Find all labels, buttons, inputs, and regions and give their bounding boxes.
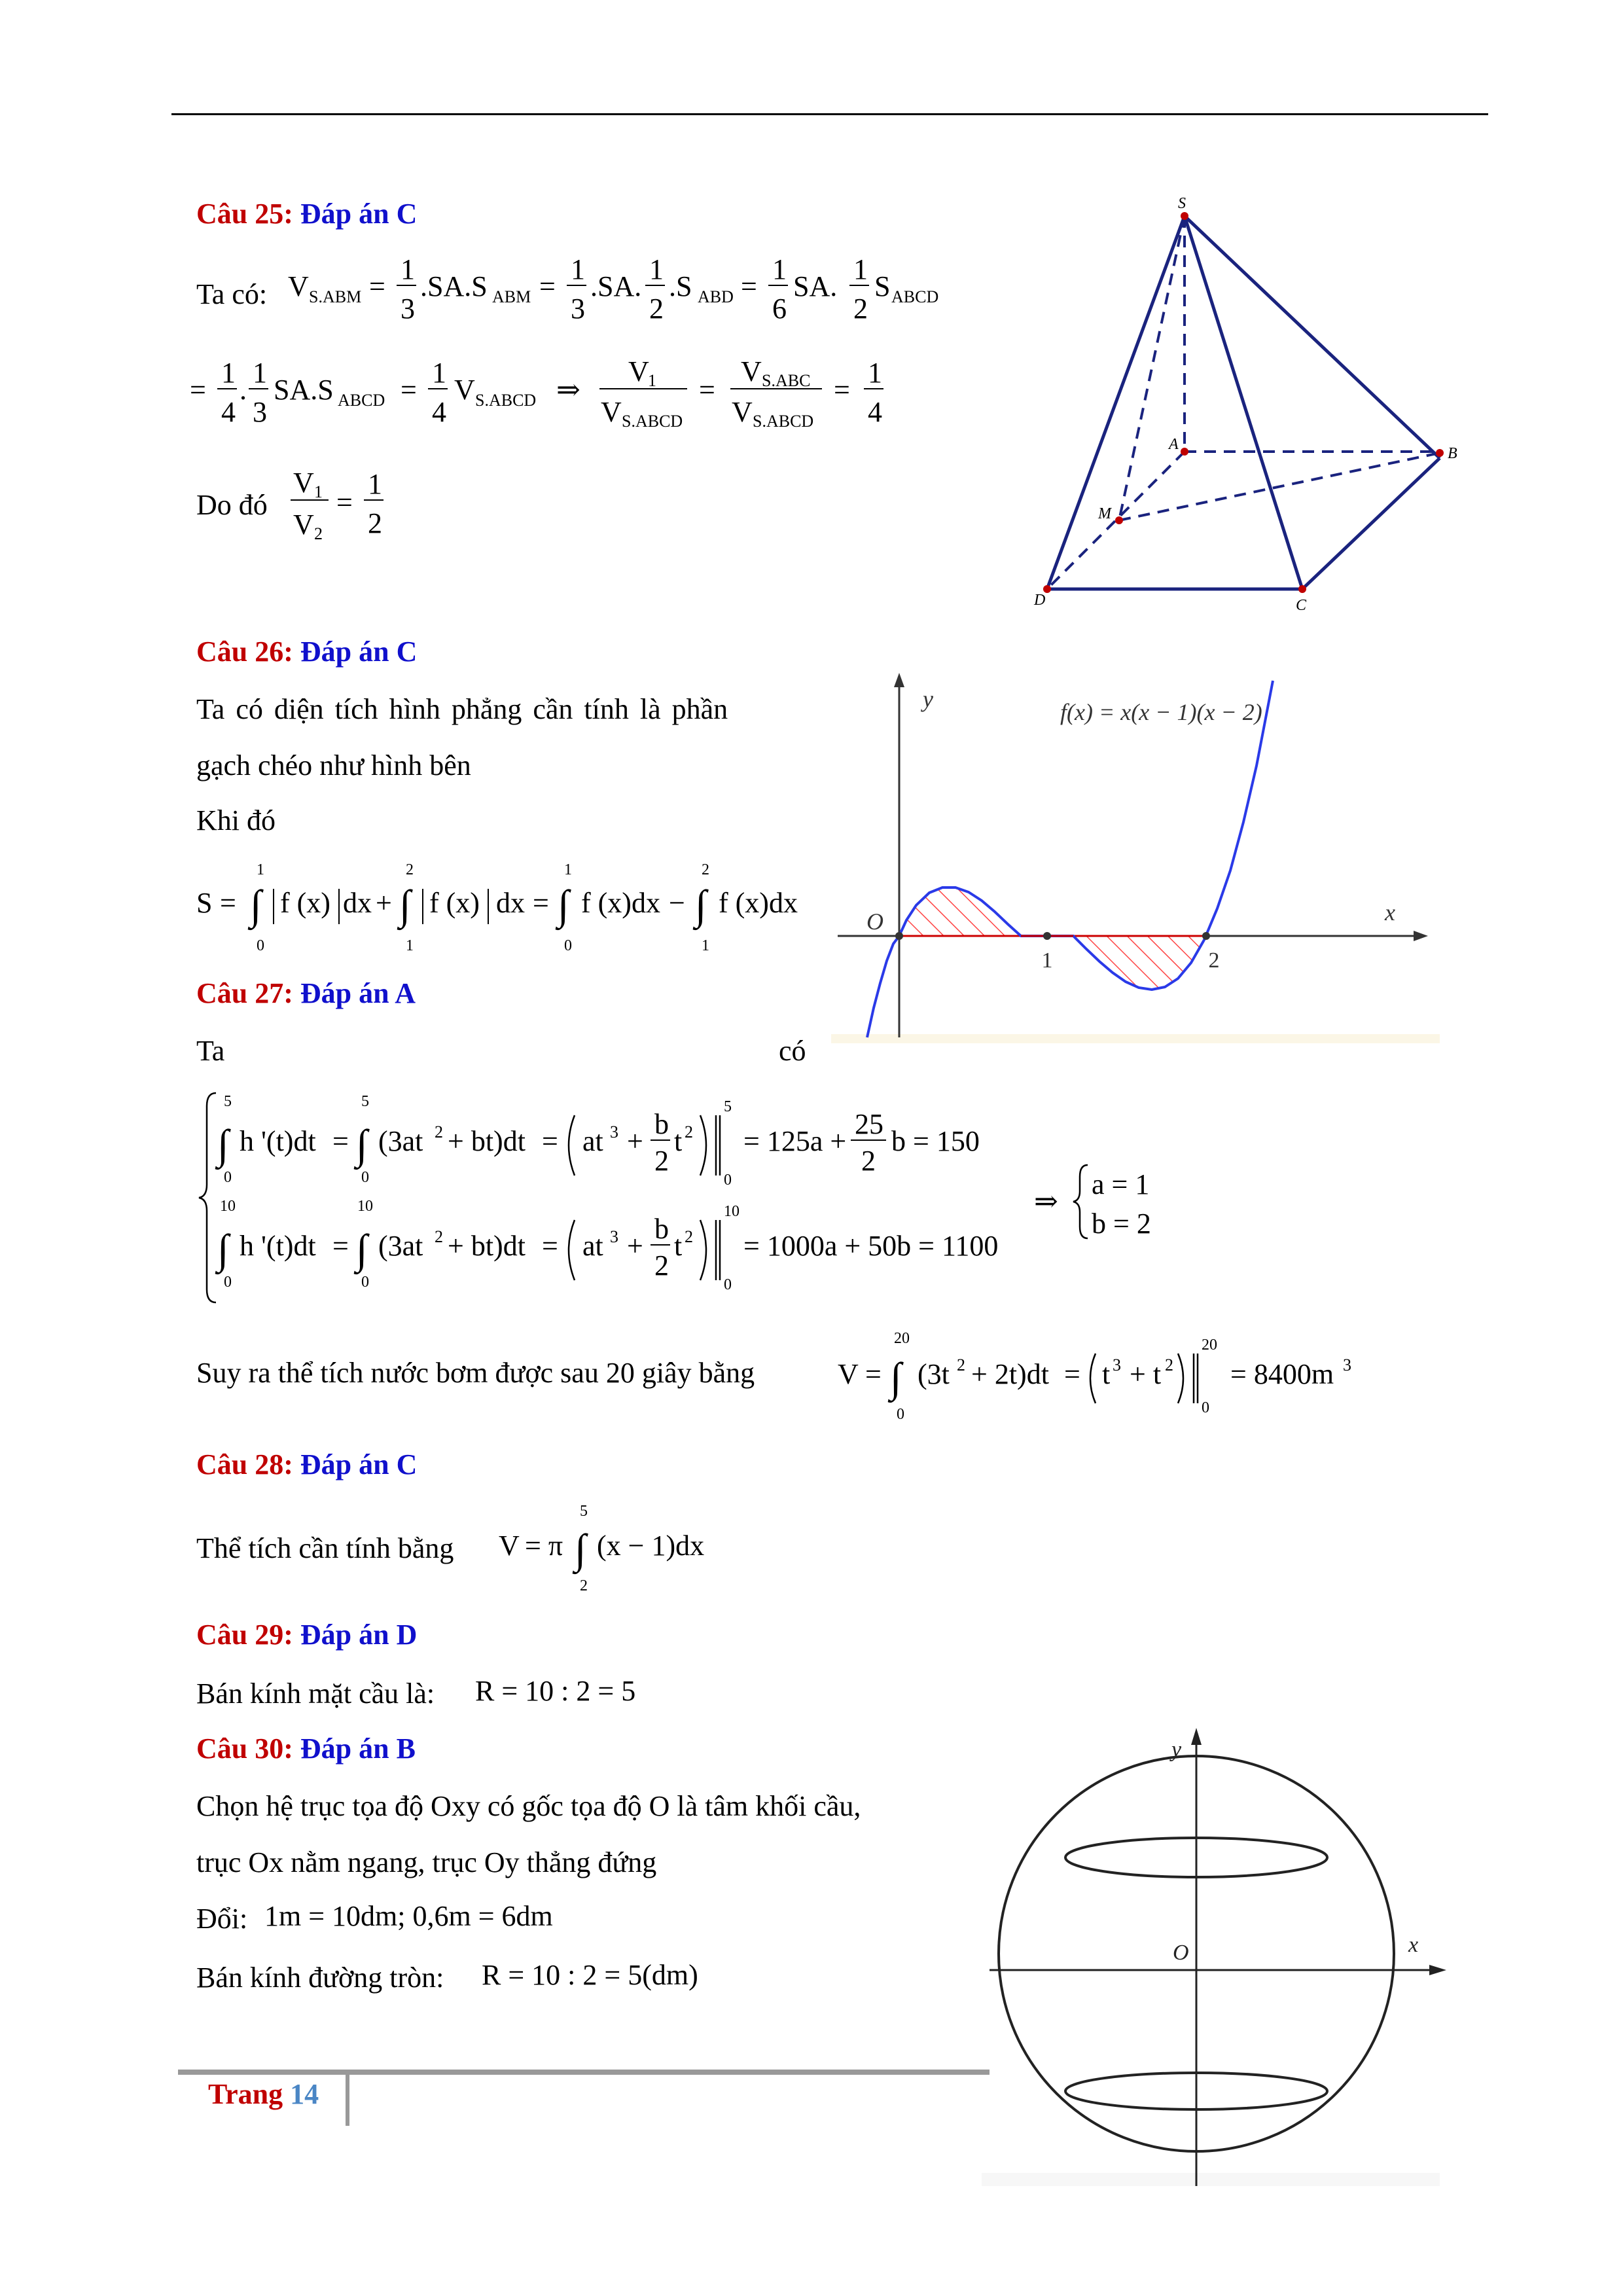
q25-formula-1	[288, 249, 995, 340]
q30-x-label: x	[1408, 1933, 1419, 1957]
q27-heading	[196, 979, 416, 1008]
svg-text:2: 2	[957, 1355, 965, 1374]
svg-text:.S: .S	[669, 270, 692, 302]
svg-text:=: =	[741, 270, 757, 302]
svg-text:10: 10	[357, 1198, 373, 1215]
svg-text:a = 1: a = 1	[1092, 1168, 1150, 1200]
svg-text:4: 4	[868, 396, 882, 428]
svg-text:0: 0	[224, 1169, 232, 1186]
svg-text:3: 3	[610, 1227, 618, 1246]
svg-text:∫: ∫	[558, 882, 569, 928]
q27-result-formula	[831, 1322, 1381, 1427]
q30-radius-formula	[476, 1952, 738, 1998]
svg-text:=: =	[190, 374, 206, 406]
svg-text:2: 2	[314, 524, 323, 543]
q26-graph	[831, 661, 1459, 1054]
q30-y-label: y	[1171, 1738, 1182, 1762]
svg-text:R = 10 : 2 = 5: R = 10 : 2 = 5	[475, 1675, 636, 1707]
q30-line2: trục Ox nằm ngang, trục Oy thẳng đứng	[196, 1846, 657, 1878]
q26-line2: gạch chéo như hình bên	[196, 749, 471, 781]
svg-text:SA.: SA.	[793, 270, 838, 302]
svg-text:f (x): f (x)	[429, 887, 480, 919]
svg-text:dx: dx	[343, 887, 372, 919]
svg-text:S.ABC: S.ABC	[762, 371, 811, 390]
svg-text:(3t: (3t	[918, 1358, 950, 1390]
svg-text:=: =	[542, 1125, 558, 1157]
svg-text:=: =	[542, 1230, 558, 1262]
svg-text:SA.S: SA.S	[274, 374, 334, 406]
svg-text:1: 1	[853, 253, 868, 285]
q30-line4-lead: Bán kính đường tròn:	[196, 1962, 444, 1994]
svg-text:∫: ∫	[695, 882, 707, 928]
svg-text:b = 2: b = 2	[1092, 1208, 1151, 1240]
q26-graph-y-label: y	[923, 686, 933, 712]
svg-text:V: V	[293, 467, 314, 499]
q27-lead-left: Ta	[196, 1035, 225, 1067]
svg-text:2: 2	[368, 507, 382, 539]
svg-text:10: 10	[220, 1198, 236, 1215]
q30-label: Câu 30:	[196, 1732, 293, 1765]
svg-text:(x − 1)dx: (x − 1)dx	[597, 1530, 705, 1562]
svg-text:f (x): f (x)	[280, 887, 330, 919]
svg-text:3: 3	[253, 396, 267, 428]
svg-text:S.ABCD: S.ABCD	[753, 412, 814, 431]
svg-text:0: 0	[361, 1169, 369, 1186]
svg-text:b: b	[654, 1213, 669, 1245]
svg-text:⇒: ⇒	[556, 374, 580, 406]
svg-text:10: 10	[724, 1203, 740, 1220]
svg-text:=: =	[1064, 1358, 1080, 1390]
label-A: A	[1169, 436, 1179, 453]
svg-text:3: 3	[571, 293, 585, 325]
svg-text:20: 20	[894, 1330, 910, 1347]
svg-text:20: 20	[1202, 1336, 1217, 1354]
q28-lead: Thể tích cần tính bằng	[196, 1532, 454, 1564]
svg-text:h '(t)dt: h '(t)dt	[240, 1230, 316, 1262]
svg-text:0: 0	[361, 1274, 369, 1291]
svg-text:3: 3	[610, 1122, 618, 1141]
svg-text:1: 1	[314, 482, 323, 501]
svg-text:R = 10 : 2 = 5(dm): R = 10 : 2 = 5(dm)	[482, 1959, 698, 1991]
q25-label: Câu 25:	[196, 198, 293, 230]
svg-text:∫: ∫	[250, 882, 262, 928]
svg-text:=: =	[539, 270, 556, 302]
svg-text:S: S	[874, 270, 891, 302]
svg-text:+ bt)dt: + bt)dt	[448, 1230, 526, 1262]
q25-heading	[196, 200, 417, 228]
svg-text:∫: ∫	[399, 882, 411, 928]
svg-text:1: 1	[571, 253, 585, 285]
q30-sphere-figure	[982, 1715, 1466, 2186]
q25-answer: Đáp án C	[300, 198, 418, 230]
svg-text:2: 2	[580, 1577, 588, 1594]
svg-text:V: V	[601, 396, 622, 428]
q26-graph-title: f(x) = x(x − 1)(x − 2)	[1060, 699, 1262, 725]
footer-vertical-rule	[346, 2072, 349, 2126]
svg-text:=: =	[834, 374, 850, 406]
top-rule	[171, 113, 1488, 115]
q26-answer: Đáp án C	[300, 636, 418, 668]
q29-formula	[470, 1668, 679, 1713]
svg-text:b: b	[654, 1108, 669, 1140]
q26-graph-tick-1: 1	[1041, 948, 1053, 973]
svg-text:ABM: ABM	[492, 287, 531, 306]
svg-text:1: 1	[368, 468, 382, 500]
svg-text:3: 3	[1113, 1355, 1121, 1374]
svg-text:+: +	[376, 887, 392, 919]
q27-label: Câu 27:	[196, 977, 293, 1009]
q29-heading	[196, 1621, 417, 1649]
svg-text:∫: ∫	[575, 1526, 586, 1572]
page-footer	[208, 2080, 319, 2109]
label-C: C	[1296, 597, 1307, 614]
svg-text:2: 2	[649, 293, 664, 325]
q30-heading	[196, 1734, 416, 1763]
svg-text:4: 4	[221, 396, 236, 428]
svg-text:0: 0	[564, 937, 572, 954]
svg-text:1: 1	[401, 253, 415, 285]
svg-text:+ bt)dt: + bt)dt	[448, 1125, 526, 1157]
svg-text:V: V	[288, 270, 309, 302]
q25-conclusion-lead: Do đó	[196, 489, 268, 521]
svg-text:+ 2t)dt: + 2t)dt	[971, 1358, 1049, 1390]
svg-text:V: V	[732, 396, 753, 428]
q26-line3: Khi đó	[196, 804, 276, 836]
svg-text:=: =	[533, 887, 549, 919]
svg-text:2: 2	[685, 1122, 693, 1141]
q29-answer: Đáp án D	[300, 1619, 418, 1651]
svg-text:1: 1	[702, 937, 709, 954]
svg-text:2: 2	[861, 1145, 876, 1177]
svg-text:2: 2	[435, 1122, 443, 1141]
svg-text:3: 3	[401, 293, 415, 325]
svg-text:V: V	[628, 355, 649, 387]
svg-text:2: 2	[685, 1227, 693, 1246]
svg-text:0: 0	[224, 1274, 232, 1291]
svg-text:1: 1	[772, 253, 787, 285]
svg-text:6: 6	[772, 293, 787, 325]
svg-text:.: .	[240, 374, 247, 406]
svg-text:V: V	[741, 355, 762, 387]
svg-text:.SA.S: .SA.S	[420, 270, 488, 302]
svg-text:+ t: + t	[1130, 1358, 1162, 1390]
svg-text:2: 2	[1165, 1355, 1173, 1374]
svg-text:= π: = π	[525, 1530, 563, 1562]
svg-text:1: 1	[648, 371, 656, 390]
svg-text:(3at: (3at	[378, 1230, 423, 1262]
svg-text:=: =	[332, 1125, 349, 1157]
svg-text:2: 2	[654, 1249, 669, 1282]
svg-text:f (x)dx: f (x)dx	[719, 887, 798, 919]
svg-text:5: 5	[724, 1098, 732, 1115]
svg-text:.SA.: .SA.	[590, 270, 642, 302]
svg-text:+: +	[627, 1125, 643, 1157]
svg-text:5: 5	[580, 1503, 588, 1520]
svg-text:= 125a +: = 125a +	[743, 1125, 847, 1157]
svg-text:t: t	[1102, 1358, 1111, 1390]
q25-formula-2	[190, 347, 897, 452]
q26-label: Câu 26:	[196, 636, 293, 668]
svg-text:25: 25	[855, 1108, 883, 1140]
q27-result-lead: Suy ra thể tích nước bơm được sau 20 giây bằng	[196, 1357, 755, 1389]
svg-text:5: 5	[224, 1093, 232, 1110]
svg-text:=: =	[369, 270, 385, 302]
svg-text:t: t	[674, 1125, 683, 1157]
svg-text:∫: ∫	[356, 1226, 368, 1272]
svg-text:1: 1	[221, 357, 236, 389]
svg-text:t: t	[674, 1230, 683, 1262]
svg-text:1: 1	[257, 861, 264, 878]
svg-text:2: 2	[406, 861, 414, 878]
q25-lead: Ta có:	[196, 278, 268, 310]
svg-text:(3at: (3at	[378, 1125, 423, 1157]
svg-text:⇒: ⇒	[1034, 1185, 1058, 1217]
svg-text:0: 0	[897, 1406, 904, 1423]
svg-text:+: +	[627, 1230, 643, 1262]
svg-text:1: 1	[253, 357, 267, 389]
svg-text:∫: ∫	[890, 1354, 902, 1401]
svg-text:dx: dx	[496, 887, 525, 919]
svg-text:−: −	[669, 887, 685, 919]
svg-text:at: at	[582, 1230, 603, 1262]
q30-line3-lead: Đổi:	[196, 1903, 248, 1935]
svg-text:∫: ∫	[356, 1121, 368, 1168]
svg-text:0: 0	[257, 937, 264, 954]
page-word: Trang	[208, 2078, 283, 2110]
svg-text:=: =	[699, 374, 715, 406]
q25-pyramid-figure	[1021, 196, 1479, 615]
q29-label: Câu 29:	[196, 1619, 293, 1651]
q28-formula	[492, 1499, 728, 1597]
svg-text:0: 0	[724, 1276, 732, 1293]
svg-text:b = 150: b = 150	[891, 1125, 980, 1157]
svg-text:2: 2	[853, 293, 868, 325]
svg-text:ABCD: ABCD	[891, 287, 939, 306]
q26-heading	[196, 637, 417, 666]
svg-text:ABD: ABD	[698, 287, 734, 306]
svg-text:0: 0	[724, 1172, 732, 1189]
svg-text:S.ABCD: S.ABCD	[475, 391, 537, 410]
q27-lead-right: có	[779, 1035, 806, 1067]
svg-text:= 1000a + 50b = 1100: = 1000a + 50b = 1100	[743, 1230, 999, 1262]
svg-text:1: 1	[432, 357, 446, 389]
q28-label: Câu 28:	[196, 1448, 293, 1480]
svg-text:2: 2	[654, 1145, 669, 1177]
svg-text:2: 2	[702, 861, 709, 878]
svg-text:0: 0	[1202, 1399, 1209, 1416]
svg-text:5: 5	[361, 1093, 369, 1110]
q26-formula	[196, 851, 812, 962]
svg-text:ABCD: ABCD	[338, 391, 385, 410]
svg-text:=: =	[401, 374, 417, 406]
q27-answer: Đáp án A	[300, 977, 416, 1009]
svg-text:∫: ∫	[217, 1226, 229, 1272]
q28-heading	[196, 1450, 417, 1479]
svg-text:∫: ∫	[217, 1121, 229, 1168]
svg-text:at: at	[582, 1125, 603, 1157]
svg-text:1: 1	[649, 253, 664, 285]
page-number: 14	[290, 2078, 319, 2110]
q26-line1: Ta có diện tích hình phẳng cần tính là phần	[196, 693, 728, 725]
svg-text:2: 2	[435, 1227, 443, 1246]
svg-text:S: S	[196, 887, 213, 919]
q26-graph-tick-2: 2	[1208, 948, 1220, 973]
label-S: S	[1178, 196, 1186, 212]
q28-answer: Đáp án C	[300, 1448, 418, 1480]
svg-text:1: 1	[564, 861, 572, 878]
q30-origin-label: O	[1173, 1941, 1189, 1965]
q29-lead: Bán kính mặt cầu là:	[196, 1677, 435, 1710]
q27-system	[196, 1086, 1178, 1309]
svg-text:1: 1	[868, 357, 882, 389]
svg-text:3: 3	[1343, 1355, 1351, 1374]
q26-graph-origin: O	[866, 908, 883, 935]
q25-formula-3	[287, 458, 398, 556]
svg-text:1: 1	[406, 937, 414, 954]
svg-text:=: =	[332, 1230, 349, 1262]
svg-text:f (x)dx: f (x)dx	[581, 887, 660, 919]
label-D: D	[1034, 592, 1046, 609]
svg-text:h '(t)dt: h '(t)dt	[240, 1125, 316, 1157]
label-B: B	[1448, 445, 1457, 462]
q30-line1: Chọn hệ trục tọa độ Oxy có gốc tọa độ O là tâm khối cầu,	[196, 1790, 861, 1822]
svg-text:V: V	[838, 1358, 859, 1390]
svg-text:S.ABCD: S.ABCD	[622, 412, 683, 431]
svg-text:= 8400m: = 8400m	[1230, 1358, 1334, 1390]
svg-text:V: V	[454, 374, 475, 406]
label-M: M	[1098, 505, 1111, 522]
svg-text:=: =	[336, 486, 353, 518]
svg-text:S.ABM: S.ABM	[309, 287, 362, 306]
q30-conversion-formula	[259, 1893, 599, 1939]
svg-text:V: V	[293, 509, 314, 541]
svg-text:=: =	[220, 887, 236, 919]
svg-text:=: =	[865, 1358, 882, 1390]
q30-answer: Đáp án B	[300, 1732, 416, 1765]
svg-text:1m = 10dm; 0,6m = 6dm: 1m = 10dm; 0,6m = 6dm	[264, 1900, 553, 1932]
svg-text:4: 4	[432, 396, 446, 428]
q26-graph-x-label: x	[1385, 899, 1395, 925]
footer-rule	[178, 2070, 990, 2075]
svg-text:V: V	[499, 1530, 520, 1562]
